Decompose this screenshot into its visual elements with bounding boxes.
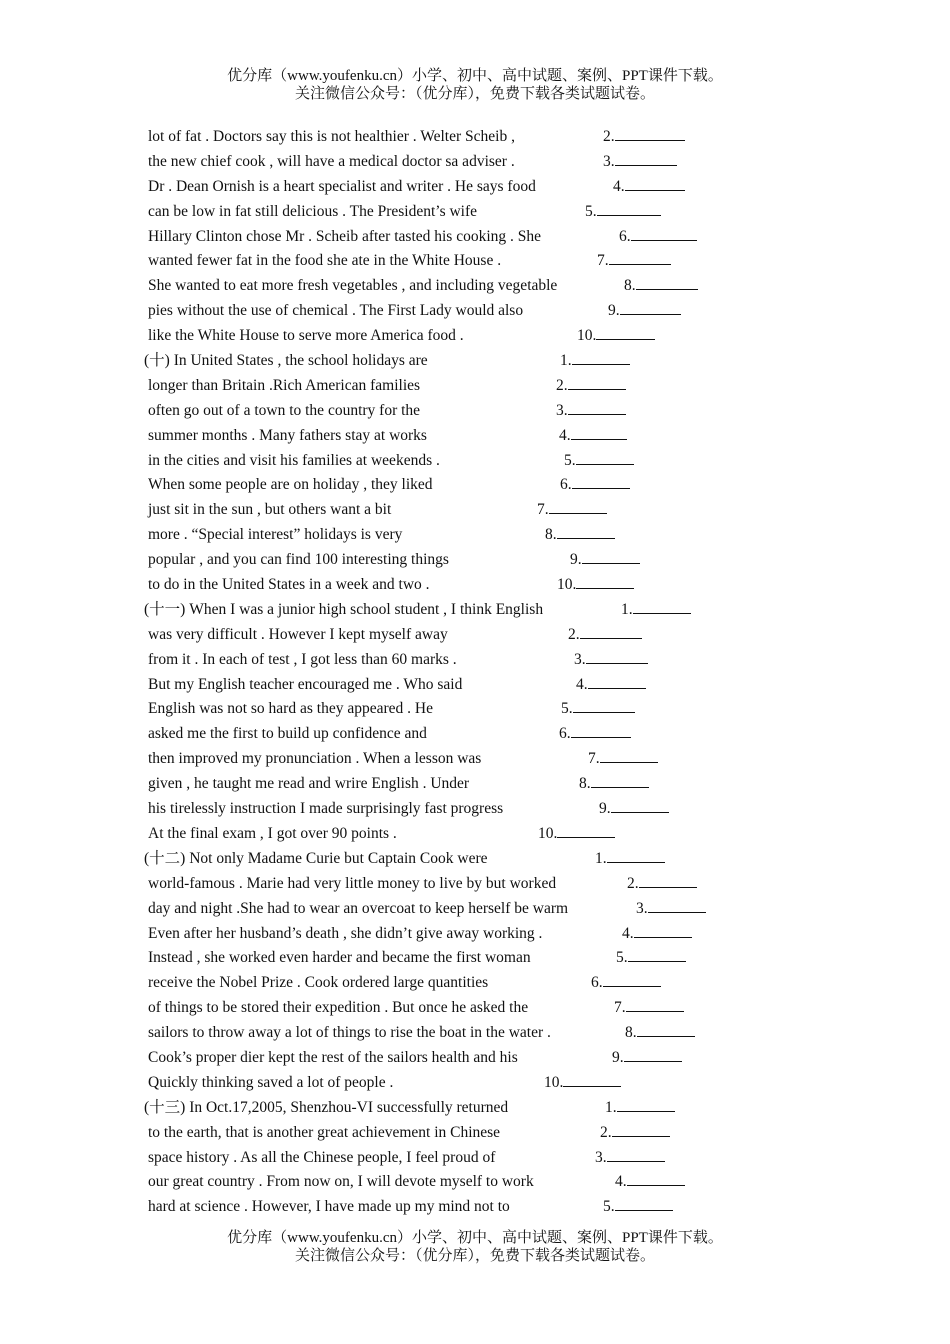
answer-number: 10. bbox=[544, 1073, 564, 1091]
answer-blank[interactable] bbox=[556, 374, 626, 399]
line-text: can be low in fat still delicious . The President’s wife bbox=[148, 202, 478, 220]
answer-blank[interactable] bbox=[622, 922, 692, 947]
answer-number: 3. bbox=[636, 899, 648, 917]
answer-number: 4. bbox=[576, 675, 588, 693]
answer-blank[interactable] bbox=[636, 897, 706, 922]
answer-number: 1. bbox=[605, 1098, 617, 1116]
passage-line bbox=[0, 299, 950, 324]
answer-underline[interactable] bbox=[648, 897, 706, 913]
section-first-line bbox=[0, 847, 950, 872]
passage-line bbox=[0, 374, 950, 399]
section-first-line bbox=[0, 349, 950, 374]
answer-blank[interactable] bbox=[600, 1121, 670, 1146]
answer-number: 5. bbox=[561, 700, 573, 718]
answer-number: 3. bbox=[603, 152, 615, 170]
passage-line bbox=[0, 1121, 950, 1146]
answer-number: 2. bbox=[600, 1123, 612, 1141]
answer-underline[interactable] bbox=[549, 498, 607, 514]
line-text: Dr . Dean Ornish is a heart specialist and writer . He says food bbox=[148, 177, 536, 195]
passage-line bbox=[0, 897, 950, 922]
answer-underline[interactable] bbox=[615, 125, 685, 141]
passage-line bbox=[0, 1146, 950, 1171]
line-text: day and night .She had to wear an overcoat to keep herself be warm bbox=[148, 899, 569, 917]
answer-underline[interactable] bbox=[633, 598, 691, 614]
answer-blank[interactable] bbox=[615, 1170, 685, 1195]
line-text: Quickly thinking saved a lot of people . bbox=[148, 1073, 394, 1091]
answer-underline[interactable] bbox=[576, 573, 634, 589]
answer-blank[interactable] bbox=[603, 150, 677, 175]
line-text: pies without the use of chemical . The First Lady would also bbox=[148, 302, 524, 320]
line-text: (十二) Not only Madame Curie but Captain Cook were bbox=[144, 849, 488, 867]
answer-blank[interactable] bbox=[559, 722, 631, 747]
answer-number: 10. bbox=[538, 824, 558, 842]
answer-underline[interactable] bbox=[568, 399, 626, 415]
line-text: hard at science . However, I have made up my mind not to bbox=[148, 1198, 510, 1216]
answer-underline[interactable] bbox=[591, 772, 649, 788]
answer-blank[interactable] bbox=[595, 847, 665, 872]
passage-line bbox=[0, 498, 950, 523]
answer-blank[interactable] bbox=[585, 200, 661, 225]
answer-underline[interactable] bbox=[624, 1046, 682, 1062]
answer-underline[interactable] bbox=[571, 424, 627, 440]
answer-number: 7. bbox=[597, 252, 609, 270]
passage-line bbox=[0, 150, 950, 175]
line-text: (十三) In Oct.17,2005, Shenzhou-VI successfully returned bbox=[144, 1098, 509, 1116]
passage-line bbox=[0, 722, 950, 747]
answer-underline[interactable] bbox=[597, 200, 661, 216]
answer-blank[interactable] bbox=[619, 225, 697, 250]
answer-number: 3. bbox=[595, 1148, 607, 1166]
line-text: popular , and you can find 100 interesting things bbox=[148, 551, 449, 569]
answer-number: 10. bbox=[557, 576, 577, 594]
line-text: asked me the first to build up confidence and bbox=[148, 725, 427, 743]
line-text: (十一) When I was a junior high school student , I think English bbox=[144, 600, 544, 618]
passage-line bbox=[0, 548, 950, 573]
answer-blank[interactable] bbox=[545, 523, 615, 548]
passage-line bbox=[0, 673, 950, 698]
line-text: English was not so hard as they appeared . He bbox=[148, 700, 433, 718]
answer-number: 2. bbox=[556, 376, 568, 394]
passage-line bbox=[0, 125, 950, 150]
answer-number: 9. bbox=[608, 302, 620, 320]
footer-line-2: 关注微信公众号：（优分库），免费下载各类试题试卷。 bbox=[294, 1248, 655, 1264]
answer-blank[interactable] bbox=[614, 996, 684, 1021]
footer-line-1: 优分库（www.youfenku.cn）小学、初中、高中试题、案例、PPT课件下载。 bbox=[227, 1230, 723, 1246]
answer-underline[interactable] bbox=[603, 971, 661, 987]
answer-underline[interactable] bbox=[572, 349, 630, 365]
answer-underline[interactable] bbox=[596, 324, 655, 340]
answer-underline[interactable] bbox=[573, 697, 635, 713]
answer-blank[interactable] bbox=[612, 1046, 682, 1071]
answer-underline[interactable] bbox=[568, 374, 626, 390]
line-text: like the White House to serve more America food . bbox=[148, 327, 464, 345]
answer-number: 4. bbox=[615, 1173, 627, 1191]
answer-number: 7. bbox=[537, 501, 549, 519]
answer-underline[interactable] bbox=[626, 996, 684, 1012]
passage-line bbox=[0, 175, 950, 200]
answer-blank[interactable] bbox=[559, 424, 627, 449]
answer-number: 6. bbox=[619, 227, 631, 245]
answer-number: 5. bbox=[564, 451, 576, 469]
line-text: (十) In United States , the school holidays are bbox=[144, 352, 428, 370]
answer-blank[interactable] bbox=[627, 872, 697, 897]
answer-blank[interactable] bbox=[564, 449, 634, 474]
answer-underline[interactable] bbox=[586, 648, 648, 664]
line-text: longer than Britain .Rich American families bbox=[148, 376, 421, 394]
line-text: At the final exam , I got over 90 points . bbox=[148, 824, 397, 842]
passage-line bbox=[0, 399, 950, 424]
answer-number: 10. bbox=[577, 327, 597, 345]
answer-blank[interactable] bbox=[603, 1195, 673, 1220]
passage-line bbox=[0, 424, 950, 449]
line-text: of things to be stored their expedition . But once he asked the bbox=[148, 999, 529, 1017]
answer-number: 2. bbox=[627, 874, 639, 892]
answer-number: 6. bbox=[560, 476, 572, 494]
line-text: space history . As all the Chinese people, I feel proud of bbox=[148, 1148, 496, 1166]
answer-blank[interactable] bbox=[570, 548, 640, 573]
line-text: But my English teacher encouraged me . Who said bbox=[148, 675, 463, 693]
answer-number: 7. bbox=[588, 750, 600, 768]
passage-line bbox=[0, 996, 950, 1021]
answer-number: 5. bbox=[603, 1198, 615, 1216]
passage-line bbox=[0, 648, 950, 673]
answer-blank[interactable] bbox=[603, 125, 685, 150]
line-text: She wanted to eat more fresh vegetables , and including vegetable bbox=[148, 277, 558, 295]
answer-underline[interactable] bbox=[607, 1146, 665, 1162]
line-text: summer months . Many fathers stay at works bbox=[148, 426, 427, 444]
answer-number: 2. bbox=[568, 625, 580, 643]
answer-number: 1. bbox=[595, 849, 607, 867]
answer-blank[interactable] bbox=[579, 772, 649, 797]
answer-number: 4. bbox=[559, 426, 571, 444]
answer-blank[interactable] bbox=[560, 349, 630, 374]
answer-underline[interactable] bbox=[637, 1021, 695, 1037]
answer-underline[interactable] bbox=[617, 1096, 675, 1112]
answer-blank[interactable] bbox=[616, 946, 686, 971]
passage-line bbox=[0, 573, 950, 598]
line-text: Cook’s proper dier kept the rest of the sailors health and his bbox=[148, 1048, 518, 1066]
answer-underline[interactable] bbox=[600, 747, 658, 763]
line-text: then improved my pronunciation . When a lesson was bbox=[148, 750, 482, 768]
answer-number: 3. bbox=[574, 650, 586, 668]
line-text: When some people are on holiday , they liked bbox=[148, 476, 433, 494]
answer-underline[interactable] bbox=[631, 225, 697, 241]
answer-number: 5. bbox=[616, 949, 628, 967]
passage-line bbox=[0, 274, 950, 299]
answer-blank[interactable] bbox=[605, 1096, 675, 1121]
passage-line bbox=[0, 623, 950, 648]
passage-line bbox=[0, 523, 950, 548]
passage-line bbox=[0, 697, 950, 722]
answer-blank[interactable] bbox=[624, 274, 698, 299]
answer-number: 8. bbox=[579, 775, 591, 793]
answer-blank[interactable] bbox=[588, 747, 658, 772]
line-text: world-famous . Marie had very little money to live by but worked bbox=[148, 874, 557, 892]
answer-blank[interactable] bbox=[625, 1021, 695, 1046]
passage-line bbox=[0, 1021, 950, 1046]
answer-blank[interactable] bbox=[560, 473, 630, 498]
line-text: to the earth, that is another great achievement in Chinese bbox=[148, 1123, 501, 1141]
passage-line bbox=[0, 922, 950, 947]
line-text: often go out of a town to the country for the bbox=[148, 401, 421, 419]
line-text: Even after her husband’s death , she didn’t give away working . bbox=[148, 924, 543, 942]
line-text: Hillary Clinton chose Mr . Scheib after tasted his cooking . She bbox=[148, 227, 542, 245]
answer-number: 9. bbox=[612, 1048, 624, 1066]
passage-line bbox=[0, 324, 950, 349]
answer-underline[interactable] bbox=[636, 274, 698, 290]
passage-line bbox=[0, 772, 950, 797]
line-text: receive the Nobel Prize . Cook ordered large quantities bbox=[148, 974, 489, 992]
section-first-line bbox=[0, 1096, 950, 1121]
answer-number: 4. bbox=[622, 924, 634, 942]
passage-line bbox=[0, 449, 950, 474]
passage-line bbox=[0, 1195, 950, 1220]
line-text: given , he taught me read and wrire English . Under bbox=[148, 775, 470, 793]
answer-underline[interactable] bbox=[625, 175, 685, 191]
answer-blank[interactable] bbox=[591, 971, 661, 996]
answer-underline[interactable] bbox=[607, 847, 665, 863]
line-text: in the cities and visit his families at weekends . bbox=[148, 451, 440, 469]
answer-underline[interactable] bbox=[557, 822, 615, 838]
answer-blank[interactable] bbox=[576, 673, 646, 698]
answer-number: 4. bbox=[613, 177, 625, 195]
answer-blank[interactable] bbox=[621, 598, 691, 623]
line-text: sailors to throw away a lot of things to rise the boat in the water . bbox=[148, 1024, 551, 1042]
answer-underline[interactable] bbox=[620, 299, 681, 315]
header-line-2: 关注微信公众号：（优分库），免费下载各类试题试卷。 bbox=[294, 86, 655, 102]
line-text: wanted fewer fat in the food she ate in the White House . bbox=[148, 252, 502, 270]
page-header bbox=[0, 67, 950, 103]
section-first-line bbox=[0, 598, 950, 623]
passage-line bbox=[0, 1046, 950, 1071]
answer-number: 9. bbox=[570, 551, 582, 569]
answer-blank[interactable] bbox=[613, 175, 685, 200]
line-text: was very difficult . However I kept myself away bbox=[148, 625, 448, 643]
answer-underline[interactable] bbox=[609, 249, 671, 265]
answer-underline[interactable] bbox=[612, 1121, 670, 1137]
answer-number: 8. bbox=[624, 277, 636, 295]
line-text: from it . In each of test , I got less than 60 marks . bbox=[148, 650, 457, 668]
answer-blank[interactable] bbox=[574, 648, 648, 673]
answer-underline[interactable] bbox=[634, 922, 692, 938]
passage-line bbox=[0, 797, 950, 822]
answer-underline[interactable] bbox=[563, 1071, 621, 1087]
answer-number: 6. bbox=[559, 725, 571, 743]
answer-number: 5. bbox=[585, 202, 597, 220]
answer-number: 7. bbox=[614, 999, 626, 1017]
line-text: just sit in the sun , but others want a bit bbox=[148, 501, 392, 519]
passage-line bbox=[0, 1170, 950, 1195]
answer-number: 1. bbox=[621, 600, 633, 618]
answer-blank[interactable] bbox=[544, 1071, 621, 1096]
answer-underline[interactable] bbox=[639, 872, 697, 888]
passage-line bbox=[0, 747, 950, 772]
answer-number: 8. bbox=[545, 526, 557, 544]
answer-blank[interactable] bbox=[595, 1146, 665, 1171]
line-text: our great country . From now on, I will devote myself to work bbox=[148, 1173, 534, 1191]
answer-blank[interactable] bbox=[557, 573, 634, 598]
header-line-1: 优分库（www.youfenku.cn）小学、初中、高中试题、案例、PPT课件下载。 bbox=[227, 68, 723, 84]
answer-blank[interactable] bbox=[568, 623, 642, 648]
answer-underline[interactable] bbox=[628, 946, 686, 962]
answer-underline[interactable] bbox=[580, 623, 642, 639]
answer-underline[interactable] bbox=[615, 150, 677, 166]
line-text: his tirelessly instruction I made surprisingly fast progress bbox=[148, 800, 504, 818]
answer-underline[interactable] bbox=[627, 1170, 685, 1186]
answer-blank[interactable] bbox=[577, 324, 655, 349]
answer-number: 1. bbox=[560, 352, 572, 370]
answer-underline[interactable] bbox=[571, 722, 631, 738]
answer-number: 9. bbox=[599, 800, 611, 818]
answer-number: 3. bbox=[556, 401, 568, 419]
line-text: more . “Special interest” holidays is very bbox=[148, 526, 403, 544]
line-text: lot of fat . Doctors say this is not healthier . Welter Scheib , bbox=[148, 128, 515, 145]
passage-line bbox=[0, 1071, 950, 1096]
passage-line bbox=[0, 946, 950, 971]
line-text: the new chief cook , will have a medical doctor sa adviser . bbox=[148, 152, 515, 170]
passage-line bbox=[0, 200, 950, 225]
page-footer bbox=[0, 1229, 950, 1265]
answer-blank[interactable] bbox=[597, 249, 671, 274]
answer-underline[interactable] bbox=[611, 797, 669, 813]
line-text: to do in the United States in a week and two . bbox=[148, 576, 430, 594]
answer-underline[interactable] bbox=[588, 673, 646, 689]
exercise-body bbox=[0, 125, 950, 1220]
answer-underline[interactable] bbox=[582, 548, 640, 564]
answer-blank[interactable] bbox=[556, 399, 626, 424]
answer-underline[interactable] bbox=[615, 1195, 673, 1211]
answer-blank[interactable] bbox=[537, 498, 607, 523]
passage-line bbox=[0, 249, 950, 274]
passage-line bbox=[0, 473, 950, 498]
answer-number: 6. bbox=[591, 974, 603, 992]
passage-line bbox=[0, 971, 950, 996]
answer-blank[interactable] bbox=[599, 797, 669, 822]
answer-blank[interactable] bbox=[561, 697, 635, 722]
passage-line bbox=[0, 872, 950, 897]
passage-line bbox=[0, 822, 950, 847]
answer-underline[interactable] bbox=[572, 473, 630, 489]
answer-number: 8. bbox=[625, 1024, 637, 1042]
answer-blank[interactable] bbox=[538, 822, 615, 847]
passage-line bbox=[0, 225, 950, 250]
answer-underline[interactable] bbox=[576, 449, 634, 465]
answer-blank[interactable] bbox=[608, 299, 681, 324]
line-text: Instead , she worked even harder and became the first woman bbox=[148, 949, 531, 967]
answer-number: 2. bbox=[603, 128, 615, 145]
answer-underline[interactable] bbox=[557, 523, 615, 539]
